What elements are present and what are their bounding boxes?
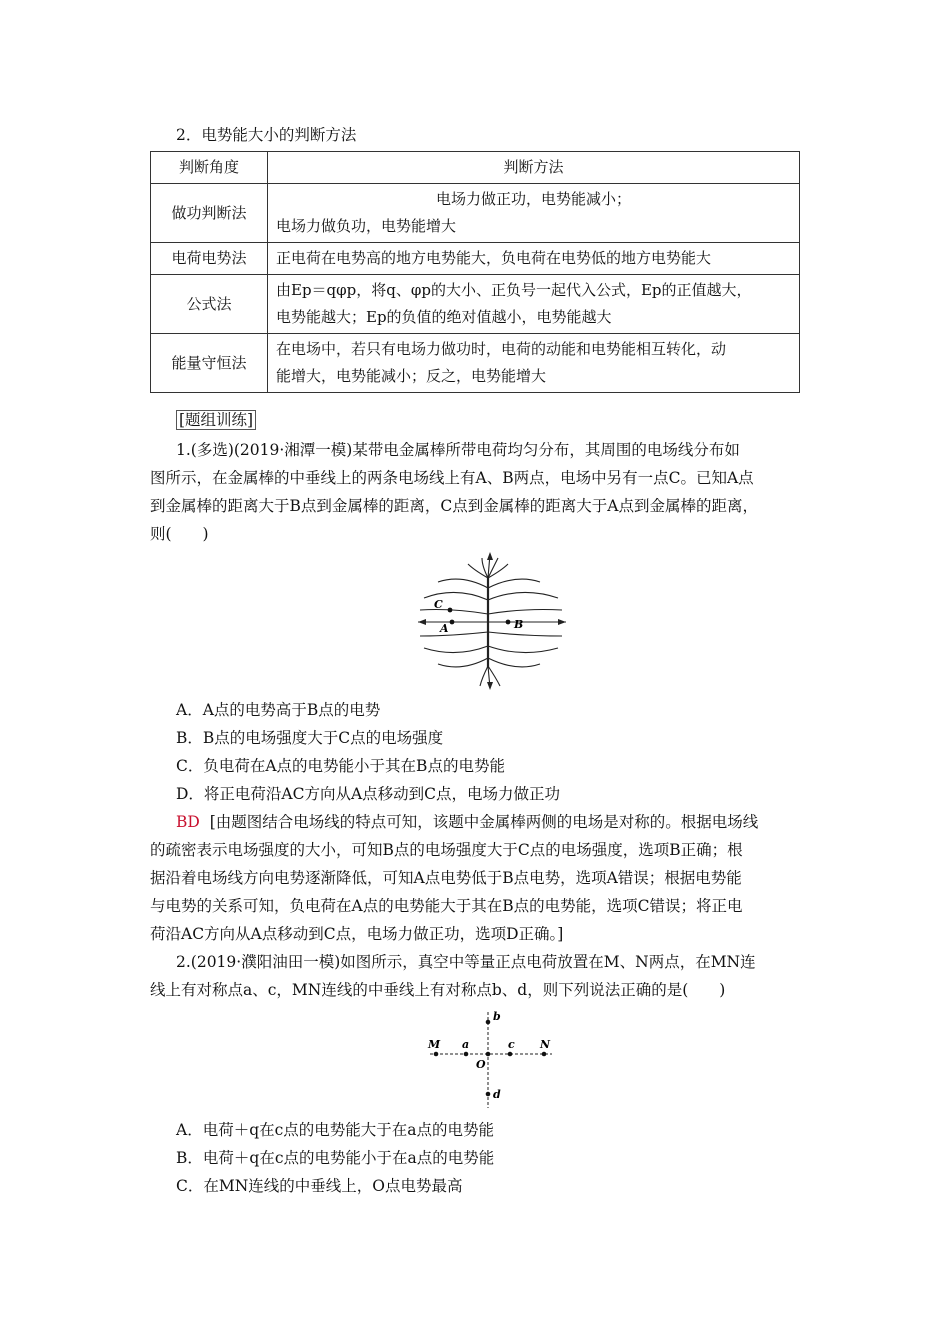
row-method <box>268 243 800 275</box>
row-name: 能量守恒法 <box>151 334 268 393</box>
header-cell-method: 判断方法 <box>268 152 800 184</box>
group-label-text: [题组训练] <box>176 410 256 430</box>
point-m <box>434 1052 439 1057</box>
q1-line: 图所示，在金属棒的中垂线上的两条电场线上有A、B两点，电场中另有一点C。已知A点 <box>150 469 754 487</box>
method-line: 由Ep＝qφp，将q、φp的大小、正负号一起代入公式，Ep的正值越大， <box>276 281 752 299</box>
table-row <box>151 243 800 275</box>
q1-answer: BD <box>176 813 200 831</box>
q1-option-c: C．负电荷在A点的电势能小于其在B点的电势能 <box>176 757 505 775</box>
header-cell-angle: 判断角度 <box>151 152 268 184</box>
q2-option-b: B．电荷＋q在c点的电势能小于在a点的电势能 <box>176 1149 495 1167</box>
label-b: b <box>493 1010 501 1023</box>
point-n <box>542 1052 547 1057</box>
row-name: 做功判断法 <box>151 184 268 243</box>
label-o: O <box>476 1058 486 1071</box>
section-title: 2．电势能大小的判断方法 <box>176 126 357 144</box>
q2-line: 2.(2019·濮阳油田一模)如图所示，真空中等量正点电荷放置在M、N两点，在MN连 <box>176 953 756 971</box>
row-method <box>268 184 800 243</box>
label-c: c <box>508 1038 515 1051</box>
label-m: M <box>428 1038 441 1051</box>
method-line: 能增大，电势能减小；反之，电势能增大 <box>276 367 547 385</box>
q1-line: 则( ) <box>150 525 209 543</box>
q2-option-c: C．在MN连线的中垂线上，O点电势最高 <box>176 1177 463 1195</box>
point-b <box>506 620 511 625</box>
point-d <box>486 1092 491 1097</box>
q1-option-d: D．将正电荷沿AC方向从A点移动到C点，电场力做正功 <box>176 785 561 803</box>
point-a <box>464 1052 469 1057</box>
point-a <box>450 620 455 625</box>
label-c: C <box>434 598 443 611</box>
arrow-heads <box>418 552 566 690</box>
method-line: 电场力做正功，电势能减小； <box>435 190 631 208</box>
point-b <box>486 1020 491 1025</box>
label-b: B <box>514 618 524 631</box>
row-method <box>268 334 800 393</box>
row-name: 公式法 <box>151 275 268 334</box>
q1-option-b: B．B点的电场强度大于C点的电场强度 <box>176 729 444 747</box>
q1-explanation-line: 的疏密表示电场强度的大小，可知B点的电场强度大于C点的电场强度，选项B正确；根 <box>150 841 743 859</box>
label-a: a <box>462 1038 470 1051</box>
row-method <box>268 275 800 334</box>
group-label <box>176 410 256 430</box>
method-line: 电势能越大；Ep的负值的绝对值越小，电势能越大 <box>276 308 612 326</box>
charge-figure <box>420 1008 560 1112</box>
field-line-figure <box>412 548 572 690</box>
method-line: 在电场中，若只有电场力做功时，电荷的动能和电势能相互转化，动 <box>276 340 727 358</box>
q2-line: 线上有对称点a、c，MN连线的中垂线上有对称点b、d，则下列说法正确的是( ) <box>150 981 726 999</box>
method-table <box>150 151 800 393</box>
point-c <box>508 1052 513 1057</box>
q1-option-a: A．A点的电势高于B点的电势 <box>176 701 381 719</box>
point-o <box>486 1052 491 1057</box>
q1-line: 1.(多选)(2019·湘潭一模)某带电金属棒所带电荷均匀分布，其周围的电场线分布如 <box>176 441 740 459</box>
explanation-text: [由题图结合电场线的特点可知，该题中金属棒两侧的电场是对称的。根据电场线 <box>209 813 759 831</box>
row-name: 电荷电势法 <box>151 243 268 275</box>
method-line: 正电荷在电势高的地方电势能大，负电荷在电势低的地方电势能大 <box>276 249 712 267</box>
q2-option-a: A．电荷＋q在c点的电势能大于在a点的电势能 <box>176 1121 495 1139</box>
q1-line: 到金属棒的距离大于B点到金属棒的距离，C点到金属棒的距离大于A点到金属棒的距离， <box>150 497 758 515</box>
q1-explanation-line: 与电势的关系可知，负电荷在A点的电势能大于其在B点的电势能，选项C错误；将正电 <box>150 897 743 915</box>
method-line: 电场力做负功，电势能增大 <box>276 217 457 235</box>
label-a: A <box>440 622 449 635</box>
label-d: d <box>493 1088 501 1101</box>
q1-explanation-line: 据沿着电场线方向电势逐渐降低，可知A点电势低于B点电势，选项A错误；根据电势能 <box>150 869 742 887</box>
point-c <box>448 608 453 613</box>
q1-explanation-line: 荷沿AC方向从A点移动到C点，电场力做正功，选项D正确。] <box>150 925 564 943</box>
label-n: N <box>540 1038 551 1051</box>
table-row <box>151 184 800 243</box>
q1-explanation-line <box>176 812 758 832</box>
table-header-row <box>151 152 800 184</box>
table-row <box>151 334 800 393</box>
field-lines <box>418 554 566 688</box>
table-row <box>151 275 800 334</box>
